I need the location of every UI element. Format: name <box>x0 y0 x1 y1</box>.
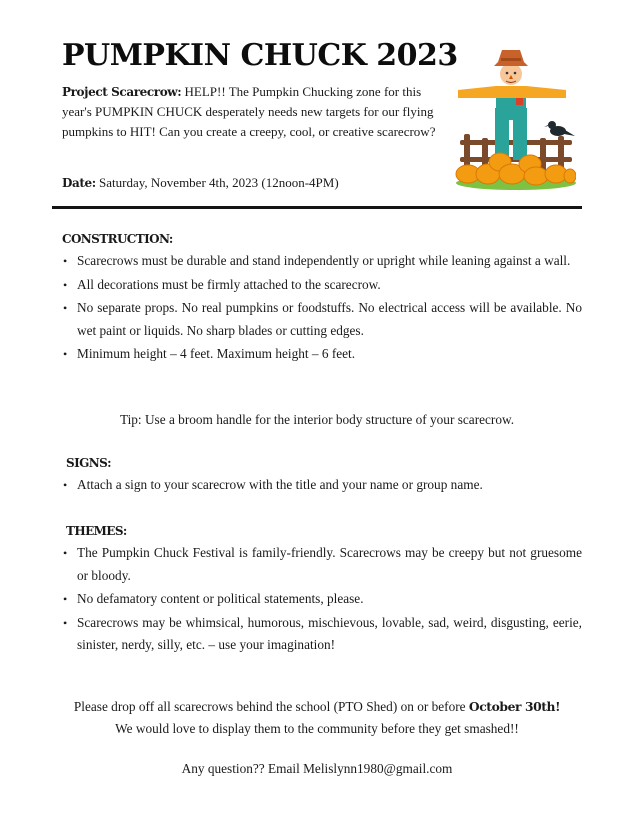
crow-shape <box>544 121 575 136</box>
construction-tip: Tip: Use a broom handle for the interior body structure of your scarecrow. <box>119 412 515 427</box>
list-item: • Attach a sign to your scarecrow with the title and your name or group name. <box>77 474 582 497</box>
list-item: • Scarecrows may be whimsical, humorous, mischievous, lovable, sad, weird, disgusting, eerie, sinister, nerdy, silly, etc. – use your imagination! <box>77 612 582 657</box>
list-item: • The Pumpkin Chuck Festival is family-friendly. Scarecrows may be creepy but not gruesome or bloody. <box>77 542 582 587</box>
display-line: We would love to display them to the community before they get smashed!! <box>115 721 519 736</box>
date-label: Date: <box>62 176 96 190</box>
dropoff-deadline: October 30th! <box>468 699 561 714</box>
themes-section <box>66 524 582 658</box>
intro-text: HELP!! The Pumpkin Chucking zone for this year's PUMPKIN CHUCK desperately needs new targets for our flying pumpkins to HIT! Can you create a creepy, cool, or creative scarecrow? <box>62 84 436 139</box>
page-title: PUMPKIN CHUCK 2023 <box>62 38 458 73</box>
header-divider <box>52 206 582 209</box>
list-item: • Minimum height – 4 feet. Maximum height – 6 feet. <box>77 343 582 366</box>
event-date <box>62 175 339 191</box>
contact-line: Any question?? Email Melislynn1980@gmail.com <box>181 761 453 776</box>
signs-heading: SIGNS: <box>66 456 111 470</box>
signs-list <box>66 474 582 497</box>
list-item: • Scarecrows must be durable and stand independently or upright while leaning against a wall. <box>77 250 582 273</box>
construction-list <box>62 250 582 366</box>
themes-list <box>66 542 582 657</box>
dropoff-text: Please drop off all scarecrows behind the school (PTO Shed) on or before <box>73 699 469 714</box>
list-item: • No separate props. No real pumpkins or foodstuffs. No electrical access will be available. No wet paint or liquids. No sharp blades or cutting edges. <box>77 297 582 342</box>
construction-heading: CONSTRUCTION: <box>62 232 173 246</box>
dropoff-line <box>0 699 634 715</box>
intro-paragraph <box>62 82 442 142</box>
list-item: • All decorations must be firmly attached to the scarecrow. <box>77 274 582 297</box>
intro-label: Project Scarecrow: <box>62 85 182 99</box>
themes-heading: THEMES: <box>66 524 127 538</box>
date-text: Saturday, November 4th, 2023 (12noon-4PM) <box>95 175 339 190</box>
construction-section <box>62 232 582 367</box>
scarecrow-illustration-icon <box>452 40 576 196</box>
list-item: • No defamatory content or political statements, please. <box>77 588 582 611</box>
signs-section <box>66 456 582 498</box>
